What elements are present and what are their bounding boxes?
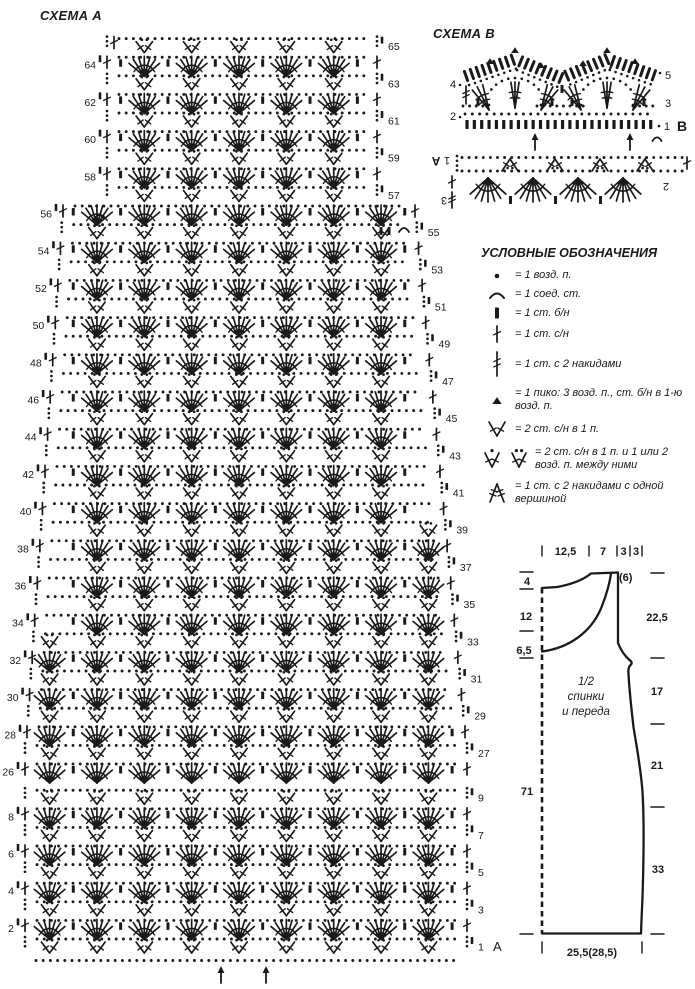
measurement-top: 7: [599, 546, 607, 558]
measurement-right: 17: [650, 686, 664, 698]
legend-item: [479, 306, 695, 320]
row-number-right: 7: [478, 829, 484, 842]
row-number-left: 56: [40, 208, 52, 221]
row-number-left: 2: [8, 922, 14, 935]
measurement-left: 6,5: [516, 645, 532, 657]
row-number-right: 27: [478, 747, 490, 760]
schema-b-row-number: 5: [665, 70, 672, 82]
row-number-left: 64: [84, 59, 96, 72]
pattern-piece-label: [545, 675, 627, 720]
pattern-piece-label-line: спинки: [567, 691, 605, 703]
measurement-top: 12,5: [554, 546, 577, 558]
legend: [479, 246, 695, 506]
pattern-piece-label-line: и переда: [562, 706, 610, 718]
row-number-right: 41: [452, 487, 465, 500]
schema-b-row-number: 3: [665, 98, 672, 110]
garment-schematic: [516, 546, 667, 959]
row-number-right: 51: [434, 301, 447, 314]
legend-item: [479, 419, 695, 439]
measurement-top: 3: [632, 546, 640, 558]
legend-item-text: = 1 возд. п.: [515, 269, 572, 281]
schema-a-corner-label: A: [493, 939, 502, 954]
2dc-in-1-icon: [479, 419, 515, 439]
cluster-icon: [479, 481, 515, 505]
row-number-right: 49: [438, 338, 451, 351]
legend-item-text: = 1 ст. б/н: [515, 306, 570, 319]
legend-item: [479, 288, 695, 301]
legend-item: [479, 324, 695, 344]
row-number-right: 59: [388, 152, 400, 165]
legend-item: [479, 480, 695, 506]
legend-title: УСЛОВНЫЕ ОБОЗНАЧЕНИЯ: [481, 246, 658, 260]
schema-b-title: СХЕМА B: [433, 26, 495, 41]
legend-item-text: = 1 ст. с 2 накидами с одной вершиной: [515, 480, 664, 505]
row-number-right: 45: [445, 413, 458, 426]
row-number-left: 8: [8, 811, 14, 824]
row-number-right: 63: [388, 78, 400, 91]
single-crochet-icon: [479, 306, 515, 320]
row-number-right: 37: [459, 561, 472, 574]
measurement-top-note: (6): [619, 572, 633, 584]
row-number-right: 39: [456, 524, 469, 537]
row-number-right: 53: [431, 264, 444, 277]
row-number-left: 60: [84, 134, 96, 147]
schema-b-row-number: 4: [449, 79, 457, 91]
row-number-right: 3: [478, 904, 484, 917]
row-number-right: 9: [478, 792, 484, 805]
row-number-right: 31: [470, 673, 483, 686]
row-number-left: 30: [6, 692, 19, 705]
measurement-bottom: 25,5(28,5): [566, 947, 618, 959]
schema-b-rotated-row: 1: [443, 154, 451, 166]
schema-b-row-number: 2: [449, 111, 457, 123]
row-number-left: 4: [8, 885, 14, 898]
row-number-left: 52: [35, 282, 47, 295]
legend-item: [479, 269, 695, 282]
chain-dot-icon: [479, 270, 515, 282]
treble-crochet-icon: [479, 350, 515, 378]
row-number-right: 33: [467, 636, 479, 649]
picot-icon: [479, 393, 515, 407]
2dc-chain-icon: [479, 448, 535, 470]
schema-b-rotated-label: A: [431, 154, 441, 168]
row-number-right: 57: [388, 189, 400, 202]
row-number-left: 34: [12, 617, 24, 630]
row-number-left: 46: [27, 394, 40, 407]
schema-a-chart: [2, 35, 502, 983]
legend-item: [479, 446, 695, 472]
schema-b-row-number: 1: [664, 121, 671, 133]
schema-b-chart: [431, 47, 690, 208]
legend-item-text: = 1 соед. ст.: [515, 288, 582, 300]
measurement-left: 12: [519, 611, 533, 623]
legend-item-text: = 1 ст. с/н: [515, 327, 569, 340]
row-number-right: 35: [463, 599, 476, 612]
schema-b-rotated-row: 3: [440, 194, 448, 206]
measurement-right: 33: [651, 864, 665, 876]
row-number-right: 5: [478, 867, 484, 880]
row-number-left: 26: [2, 766, 14, 779]
schema-a-title: СХЕМА A: [40, 8, 102, 23]
row-number-left: 58: [84, 171, 96, 184]
row-number-left: 36: [14, 580, 27, 593]
row-number-left: 38: [17, 543, 29, 556]
row-number-left: 54: [37, 245, 50, 258]
legend-item: [479, 350, 695, 378]
measurement-right: 21: [650, 760, 664, 772]
row-number-left: 62: [84, 96, 96, 109]
row-number-left: 48: [30, 357, 42, 370]
row-number-left: 28: [4, 729, 16, 742]
row-number-right: 29: [474, 710, 486, 723]
row-number-right: 65: [388, 41, 400, 54]
row-number-left: 42: [22, 468, 34, 481]
legend-item-text: = 2 ст. с/н в 1 п. и 1 или 2 возд. п. между ними: [535, 446, 669, 471]
legend-item-text: = 2 ст. с/н в 1 п.: [515, 422, 600, 435]
double-crochet-icon: [479, 324, 515, 344]
legend-item-text: = 1 пико: 3 возд. п., ст. б/н в 1-ю возд. п.: [515, 387, 683, 412]
row-number-left: 40: [19, 506, 32, 519]
row-number-right: 47: [442, 375, 454, 388]
legend-item-text: = 1 ст. с 2 накидами: [515, 357, 622, 370]
row-number-right: 43: [449, 450, 461, 463]
measurement-left: 4: [523, 576, 531, 588]
pattern-piece-label-line: 1/2: [578, 676, 594, 688]
row-number-right: 55: [427, 227, 440, 240]
row-number-right: 1: [478, 941, 484, 954]
row-number-left: 50: [32, 320, 45, 333]
slip-stitch-icon: [479, 289, 515, 301]
row-number-left: 44: [24, 431, 37, 444]
schema-b-section-label: B: [677, 118, 688, 134]
measurement-top: 3: [620, 546, 627, 558]
legend-item: [479, 387, 695, 413]
measurement-right: 22,5: [646, 612, 668, 624]
row-number-right: 61: [388, 115, 400, 128]
schema-b-rotated-row: 2: [662, 180, 670, 192]
row-number-left: 6: [8, 848, 14, 861]
measurement-left: 71: [520, 786, 534, 798]
row-number-left: 32: [9, 654, 22, 667]
